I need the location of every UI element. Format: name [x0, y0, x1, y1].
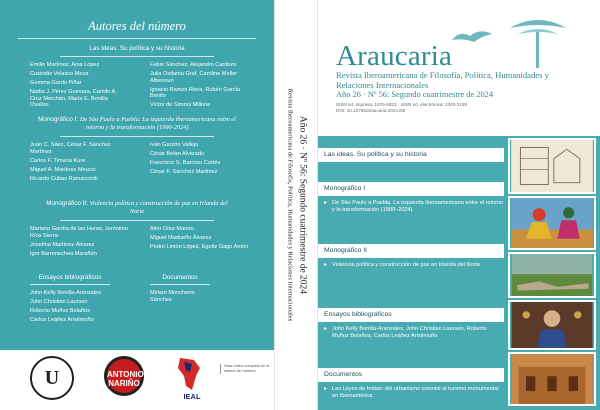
- docs-authors: [150, 290, 210, 306]
- toc-label-mono2: Monográfico II: [318, 244, 504, 258]
- author-name: Emilio Martínez, Aina López: [30, 62, 100, 68]
- thumbnail-landscape: [508, 252, 596, 298]
- issue-line: Año 26 · Nº 56: Segundo cuatrimestre de 2024: [336, 90, 494, 99]
- toc-label-docs: Documentos: [318, 368, 504, 382]
- author-name: Igor Barrenechea Marañón: [30, 250, 97, 257]
- toc-item-essays: ▸ John Kelly Bonilla-Aranzales, John Christian Laursen, Roberto Muñoz Bolaños, Carlos Leáñez Aristimuño: [318, 326, 504, 346]
- bird-icon: [450, 26, 494, 48]
- mono1-title: De São Paulo a Puebla. La izquierda iberoamericana entre el retorno y la transformación (1990-2024): [79, 116, 236, 131]
- ideas-authors-right: [150, 62, 254, 111]
- thumbnail-architecture-plan: [508, 138, 596, 194]
- essays-heading: Ensayos bibliográficos: [38, 274, 102, 281]
- author-name: Iván Garzón Vallejo: [150, 142, 199, 148]
- author-name: Miguel A. Martínez Meucci: [30, 166, 96, 173]
- arrow-right-icon: ▸: [324, 386, 328, 392]
- mono2-prefix: Monográfico II:: [46, 200, 90, 207]
- mono2-authors-left: [30, 226, 134, 260]
- toc-label-essays: Ensayos bibliográficos: [318, 308, 504, 322]
- arrow-right-icon: ▸: [324, 262, 328, 268]
- thumbnail-portrait-painting: [508, 300, 596, 350]
- journal-subtitle: Revista Iberoamericana de Filosofía, Política, Humanidades y Relaciones Internacionales: [336, 70, 549, 90]
- mono1-authors-right: [150, 142, 254, 178]
- author-name: Custodio Velasco Mesa: [30, 70, 89, 77]
- author-name: Carlos F. Timaná Kure: [30, 157, 86, 164]
- issn-block: [336, 102, 467, 114]
- author-name: Miguel Madueño Álvarez: [150, 234, 212, 241]
- divider: [18, 38, 256, 39]
- section-mono1-heading: [30, 116, 244, 132]
- spine: [274, 0, 318, 410]
- author-name: Aitor Díaz-Maroto: [150, 226, 194, 232]
- author-name: Fabio Sánchez, Alejandro Cardozo: [150, 62, 237, 68]
- author-name: Mariano Gardía de las Heras, Jerónimo Ríos Sierra: [30, 226, 128, 239]
- author-name: John Kelly Bonilla-Aranzales: [30, 290, 101, 296]
- toc-item-mono2: ▸ Violencia política y construcción de paz en Irlanda del Norte: [318, 262, 504, 280]
- divider: [30, 284, 110, 285]
- author-name: Carlos Leáñez Aristimuño: [30, 316, 94, 323]
- arrow-right-icon: ▸: [324, 200, 328, 206]
- author-name: Ignacio Ramos Riera, Rubén García Benito: [150, 86, 241, 100]
- ieal-map-icon: [170, 356, 208, 392]
- author-name: Víctor de Simoni Millone: [150, 102, 211, 109]
- doi-line: DOI: 10.12795/araucaria.2024.i56: [336, 107, 406, 113]
- journal-brand: Araucaria: [336, 40, 453, 72]
- section-ideas-heading: Las ideas. Su política y su historia: [89, 45, 185, 52]
- divider: [60, 136, 214, 137]
- ieal-label: IEAL: [183, 392, 201, 401]
- toc-label-mono1: Monográfico I: [318, 182, 504, 196]
- author-name: Pedro Limón López, Egoitz Gago Antón: [150, 243, 249, 250]
- author-name: Gemma Gordo Piñar: [30, 79, 82, 86]
- divider: [60, 56, 214, 57]
- thumbnail-mural-dance: [508, 196, 596, 250]
- section-mono2-heading: [40, 200, 234, 216]
- logo-strip: [0, 350, 274, 410]
- arrow-right-icon: ▸: [324, 326, 328, 332]
- toc-item-mono1: ▸ De São Paulo a Puebla. La izquierda iberoamericana entre el retorno y la transformación (1990–2024): [318, 200, 504, 224]
- author-name: César F. Sánchez Martínez: [150, 168, 218, 175]
- ideas-authors-left: [30, 62, 126, 111]
- author-name: Francisco S. Barroso Cortés: [150, 159, 221, 166]
- author-name: César Belan Alvarado: [150, 150, 205, 157]
- author-name: Roberto Muñoz Bolaños: [30, 307, 91, 314]
- spine-journal: Revista Iberoamericana de Filosofía, Política, Humanidades y Relaciones Internacionales: [286, 88, 294, 322]
- mono1-authors-left: [30, 142, 126, 185]
- divider: [150, 284, 210, 285]
- mono1-prefix: Monográfico I:: [38, 116, 80, 123]
- author-name: Josefina Martínez Álvarez: [30, 241, 95, 248]
- author-name: Nadia J. Pérez Guevara, Camilo A. Cruz Merchán, María E. Bonilla Ovallos: [30, 88, 117, 109]
- authors-title: Autores del número: [88, 19, 186, 33]
- toc-label-ideas: Las ideas. Su política y su historia: [318, 148, 504, 162]
- author-name: John Christian Laursen: [30, 298, 88, 305]
- issn-line: ISSN ed. impresa: 1575-6823 · ISSN ed. electrónica: 2340-2199: [336, 102, 467, 107]
- divider: [60, 220, 214, 221]
- index-note: Vista índice completo en el interior del número: [220, 364, 272, 374]
- antonio-narino-logo: ANTONIO NARIÑO: [104, 356, 144, 396]
- university-seal-logo: U: [30, 356, 74, 400]
- thumbnail-colonial-building: [508, 352, 596, 406]
- araucaria-tree-icon: [506, 10, 570, 68]
- mono2-title: Violencia política y construcción de paz en Irlanda del Norte: [89, 200, 228, 215]
- front-cover: [318, 0, 600, 410]
- author-name: Juan C. Sáez, César F. Sánchez Martínez: [30, 142, 111, 155]
- author-name: Miriam Moncheno Sánchez: [150, 290, 195, 303]
- author-name: Julia Ostlama Graf, Caroline Moller Albenouri: [150, 70, 238, 84]
- author-name: Ricardo Cubas Ramacciotti: [30, 175, 98, 182]
- back-cover: [0, 0, 274, 410]
- docs-heading: Documentos: [162, 274, 198, 281]
- toc-item-docs: ▸ Las Leyes de Indias: del urbanismo colonial al turismo monumental en Iberoamérica: [318, 386, 504, 406]
- mono2-authors-right: [150, 226, 254, 253]
- spine-text: [287, 5, 308, 405]
- spine-issue: Año 26 · Nº 56: Segundo cuatrimestre de 2024: [297, 115, 308, 295]
- essays-authors: [30, 290, 134, 326]
